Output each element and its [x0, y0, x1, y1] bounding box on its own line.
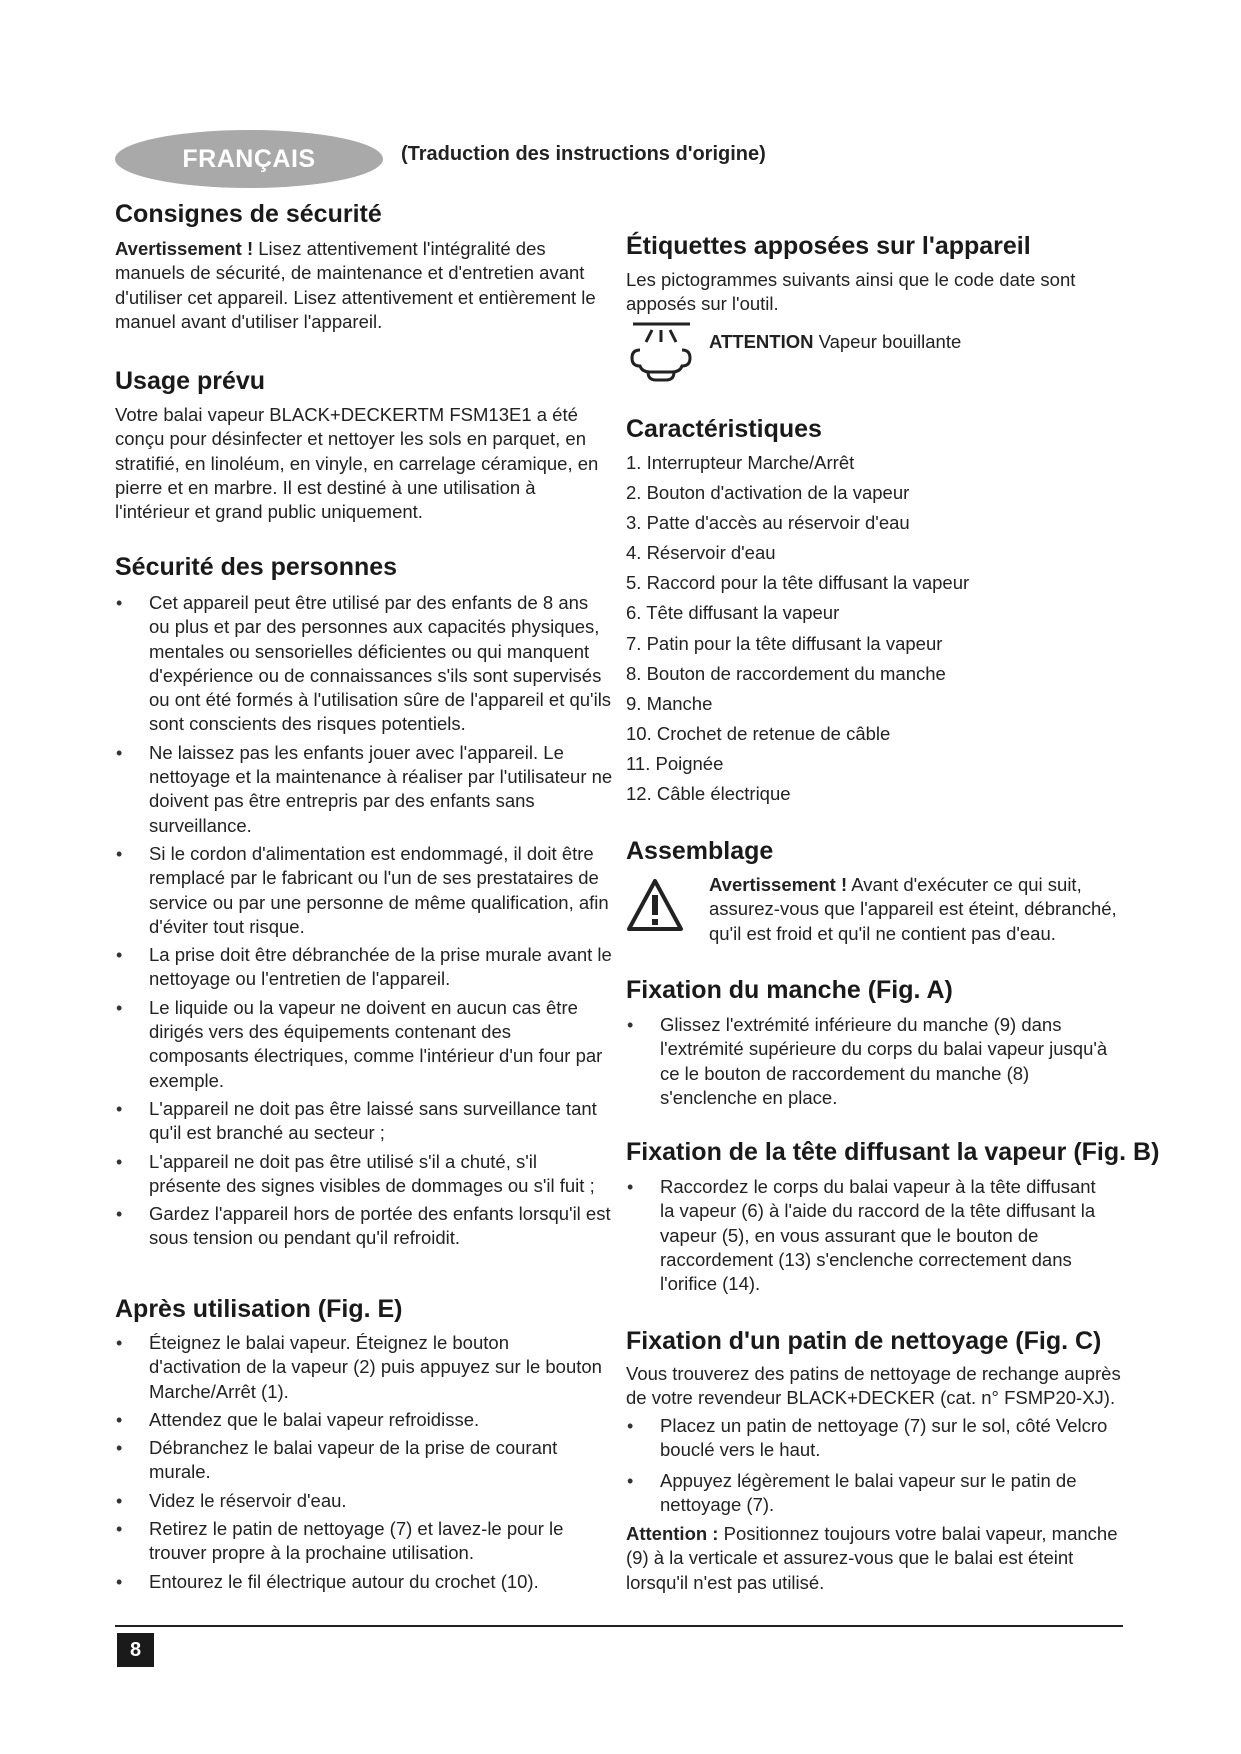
list-item: 12. Câble électrique	[626, 783, 791, 805]
list-item: 11. Poignée	[626, 752, 724, 774]
handle-fixing-list	[626, 1013, 1116, 1110]
list-item: 4. Réservoir d'eau	[626, 542, 776, 564]
translation-note: (Traduction des instructions d'origine)	[401, 143, 766, 165]
language-badge: FRANÇAIS	[115, 130, 383, 188]
labels-text: Les pictogrammes suivants ainsi que le code date sont apposés sur l'outil.	[626, 269, 1076, 315]
attention-label-text	[709, 330, 1129, 354]
list-item: 3. Patte d'accès au réservoir d'eau	[626, 512, 910, 534]
section-title-consignes: Consignes de sécurité	[115, 200, 382, 228]
list-item: 9. Manche	[626, 692, 713, 714]
list-item: • Ne laissez pas les enfants jouer avec l'appareil. Le nettoyage et la maintenance à réaliser par l'utilisateur ne doivent pas être entrepris par des enfants sans surveillance.	[115, 741, 613, 838]
note-body: Positionnez toujours votre balai vapeur, manche (9) à la verticale et assurez-vous que le balai est éteint lorsqu'il n'est pas utilisé.	[626, 1523, 1118, 1593]
attention-body: Vapeur bouillante	[813, 331, 962, 352]
head-fixing-list	[626, 1175, 1096, 1296]
features-list	[626, 448, 969, 809]
list-item: 10. Crochet de retenue de câble	[626, 722, 891, 744]
list-item: • Videz le réservoir d'eau.	[115, 1489, 605, 1513]
list-item: • Éteignez le balai vapeur. Éteignez le bouton d'activation de la vapeur (2) puis appuyez sur le bouton Marche/Arrêt (1).	[115, 1331, 605, 1404]
section-title-fixation-tete: Fixation de la tête diffusant la vapeur (Fig. B)	[626, 1138, 1160, 1166]
list-item: • L'appareil ne doit pas être laissé sans surveillance tant qu'il est branché au secteur ;	[115, 1097, 613, 1146]
attention-label: ATTENTION	[709, 331, 814, 352]
warning-label: Avertissement !	[709, 874, 848, 895]
list-item: • Retirez le patin de nettoyage (7) et lavez-le pour le trouver propre à la prochaine utilisation.	[115, 1517, 605, 1566]
warning-label: Avertissement !	[115, 238, 254, 259]
list-item: • Entourez le fil électrique autour du crochet (10).	[115, 1570, 605, 1594]
list-item: • La prise doit être débranchée de la prise murale avant le nettoyage ou l'entretien de l'appareil.	[115, 943, 613, 992]
list-item: 6. Tête diffusant la vapeur	[626, 602, 840, 624]
list-item: 1. Interrupteur Marche/Arrêt	[626, 452, 855, 473]
section-title-caracteristiques: Caractéristiques	[626, 415, 822, 443]
assembly-warning-text	[709, 873, 1134, 946]
list-item: • Attendez que le balai vapeur refroidisse.	[115, 1408, 605, 1432]
list-item: • Raccordez le corps du balai vapeur à la tête diffusant la vapeur (6) à l'aide du raccord de la tête diffusant la vapeur (5), en vous assurant que le bouton de raccordement (13) s'enclenche correctement dans l'orifice (14).	[626, 1175, 1096, 1296]
footer-divider	[115, 1625, 1123, 1627]
warning-body: Lisez attentivement l'intégralité des manuels de sécurité, de maintenance et d'entretien avant d'utiliser cet appareil. Lisez attentivement et entièrement le manuel avant d'utiliser l'appareil.	[115, 238, 596, 332]
pad-note-text	[626, 1522, 1126, 1595]
list-item: • Cet appareil peut être utilisé par des enfants de 8 ans ou plus et par des personnes aux capacités physiques, mentales ou sensorielles déficientes ou qui manquent d'expérience ou de connaissances s'ils sont supervisés ou ont été formés à l'utilisation sûre de l'appareil et qu'ils sont conscients des risques potentiels.	[115, 591, 613, 737]
pad-fixing-list	[626, 1414, 1116, 1517]
hot-steam-icon	[626, 320, 696, 390]
list-item: • Placez un patin de nettoyage (7) sur le sol, côté Velcro bouclé vers le haut.	[626, 1414, 1116, 1463]
section-title-securite: Sécurité des personnes	[115, 553, 398, 581]
list-item: • Débranchez le balai vapeur de la prise de courant murale.	[115, 1436, 605, 1485]
pad-intro-text: Vous trouverez des patins de nettoyage de rechange auprès de votre revendeur BLACK+DECKER (cat. n° FSMP20-XJ).	[626, 1363, 1121, 1409]
section-title-assemblage: Assemblage	[626, 837, 774, 865]
list-item: 8. Bouton de raccordement du manche	[626, 662, 946, 684]
list-item: • Appuyez légèrement le balai vapeur sur le patin de nettoyage (7).	[626, 1469, 1116, 1518]
list-item: • Gardez l'appareil hors de portée des enfants lorsqu'il est sous tension ou pendant qu'il refroidit.	[115, 1202, 613, 1251]
list-item: 7. Patin pour la tête diffusant la vapeur	[626, 632, 943, 654]
warning-triangle-icon	[626, 878, 684, 932]
page-number: 8	[117, 1633, 154, 1667]
section-title-etiquettes: Étiquettes apposées sur l'appareil	[626, 232, 1031, 260]
section-title-fixation-manche: Fixation du manche (Fig. A)	[626, 976, 953, 1004]
list-item: • Glissez l'extrémité inférieure du manche (9) dans l'extrémité supérieure du corps du balai vapeur jusqu'à ce le bouton de raccordement du manche (8) s'enclenche en place.	[626, 1013, 1116, 1110]
section-title-fixation-patin: Fixation d'un patin de nettoyage (Fig. C)	[626, 1327, 1102, 1355]
list-item: • Le liquide ou la vapeur ne doivent en aucun cas être dirigés vers des équipements contenant des composants électriques, comme l'intérieur d'un four par exemple.	[115, 996, 613, 1093]
list-item: 5. Raccord pour la tête diffusant la vapeur	[626, 572, 970, 594]
section-title-apres: Après utilisation (Fig. E)	[115, 1295, 403, 1323]
list-item: 2. Bouton d'activation de la vapeur	[626, 482, 910, 504]
safety-warning-text	[115, 237, 605, 334]
warning-body: Avant d'exécuter ce qui suit, assurez-vous que l'appareil est éteint, débranché, qu'il est froid et qu'il ne contient pas d'eau.	[709, 874, 1117, 944]
note-label: Attention :	[626, 1523, 719, 1544]
personal-safety-list	[115, 591, 613, 1251]
usage-text: Votre balai vapeur BLACK+DECKERTM FSM13E1 a été conçu pour désinfecter et nettoyer les sols en parquet, en stratifié, en linoléum, en vinyle, en carrelage céramique, en pierre et en marbre. Il est destiné à une utilisation à l'intérieur et grand public uniquement.	[115, 404, 599, 523]
list-item: • L'appareil ne doit pas être utilisé s'il a chuté, s'il présente des signes visibles de dommages ou s'il fuit ;	[115, 1150, 613, 1199]
section-title-usage: Usage prévu	[115, 367, 266, 395]
after-use-list	[115, 1331, 605, 1594]
list-item: • Si le cordon d'alimentation est endommagé, il doit être remplacé par le fabricant ou l'un de ses prestataires de service ou par une personne de même qualification, afin d'éviter tout risque.	[115, 842, 613, 939]
